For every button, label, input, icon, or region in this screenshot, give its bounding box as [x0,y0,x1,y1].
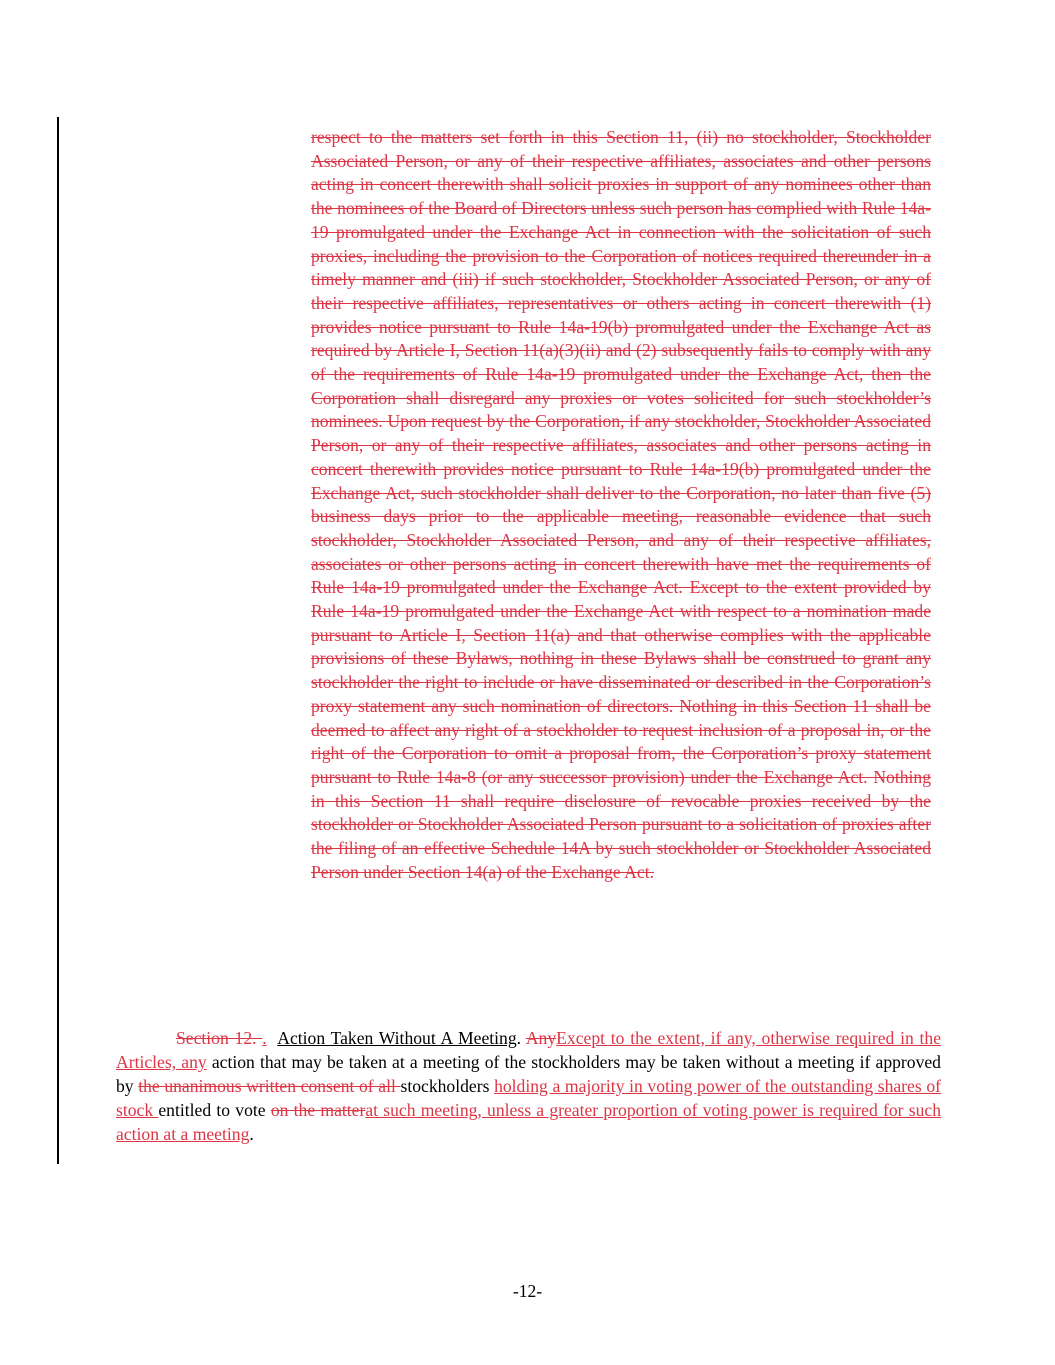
section-title-period: . [516,1028,526,1048]
inserted-except-clause: Except to the extent, if any, otherwise required in the Articles, any [116,1028,942,1072]
inserted-majority-clause: holding a majority in voting power of the outstanding shares of stock [116,1076,941,1120]
body-text-2: stockholders [400,1076,495,1096]
change-bar [57,117,59,1164]
page-number: -12- [512,1281,543,1301]
final-period: . [249,1124,254,1144]
inserted-meeting-clause: at such meeting, unless a greater proportion of voting power is required for such action at a meeting [116,1100,941,1144]
inserted-period: . [262,1028,267,1048]
deleted-section-number: Section 12. [176,1028,263,1048]
body-text-1: action that may be taken at a meeting of the stockholders may be taken without a meeting if approved by [116,1052,941,1096]
deleted-any: Any [525,1028,557,1048]
deleted-unanimous-clause: the unanimous written consent of all [138,1076,401,1096]
deleted-on-the-matter: on the matter [270,1100,366,1120]
body-text-3: entitled to vote [158,1100,271,1120]
section-12-paragraph [116,1026,941,1146]
section-title: Action Taken Without A Meeting [277,1028,517,1048]
deleted-paragraph: respect to the matters set forth in this Section 11, (ii) no stockholder, Stockholder Associated Person, or any of their respective affiliates, associates and other persons acting in concert therewith shall solicit proxies in support of any nominees other than the nominees of the Board of Directors unless such person has complied with Rule 14a-19 promulgated under the Exchange Act in connection with the solicitation of such proxies, including the provision to the Corporation of notices required thereunder in a timely manner and (iii) if such stockholder, Stockholder Associated Person, or any of their respective affiliates, representatives or others acting in concert therewith (1) provides notice pursuant to Rule 14a-19(b) promulgated under the Exchange Act as required by Article I, Section 11(a)(3)(ii) and (2) subsequently fails to comply with any of the requirements of Rule 14a-19 promulgated under the Exchange Act, then the Corporation shall disregard any proxies or votes solicited for such stockholder’s nominees. Upon request by the Corporation, if any stockholder, Stockholder Associated Person, or any of their respective affiliates, associates and other persons acting in concert therewith provides notice pursuant to Rule 14a-19(b) promulgated under the Exchange Act, such stockholder shall deliver to the Corporation, no later than five (5) business days prior to the applicable meeting, reasonable evidence that such stockholder, Stockholder Associated Person, and any of their respective affiliates, associates or other persons acting in concert therewith have met the requirements of Rule 14a-19 promulgated under the Exchange Act. Except to the extent provided by Rule 14a-19 promulgated under the Exchange Act with respect to a nomination made pursuant to Article I, Section 11(a) and that otherwise complies with the applicable provisions of these Bylaws, nothing in these Bylaws shall be construed to grant any stockholder the right to include or have disseminated or described in the Corporation’s proxy statement any such nomination of directors. Nothing in this Section 11 shall be deemed to affect any right of a stockholder to request inclusion of a proposal in, or the right of the Corporation to omit a proposal from, the Corporation’s proxy statement pursuant to Rule 14a-8 (or any successor provision) under the Exchange Act. Nothing in this Section 11 shall require disclosure of revocable proxies received by the stockholder or Stockholder Associated Person pursuant to a solicitation of proxies after the filing of an effective Schedule 14A by such stockholder or Stockholder Associated Person under Section 14(a) of the Exchange Act. [311,127,931,882]
